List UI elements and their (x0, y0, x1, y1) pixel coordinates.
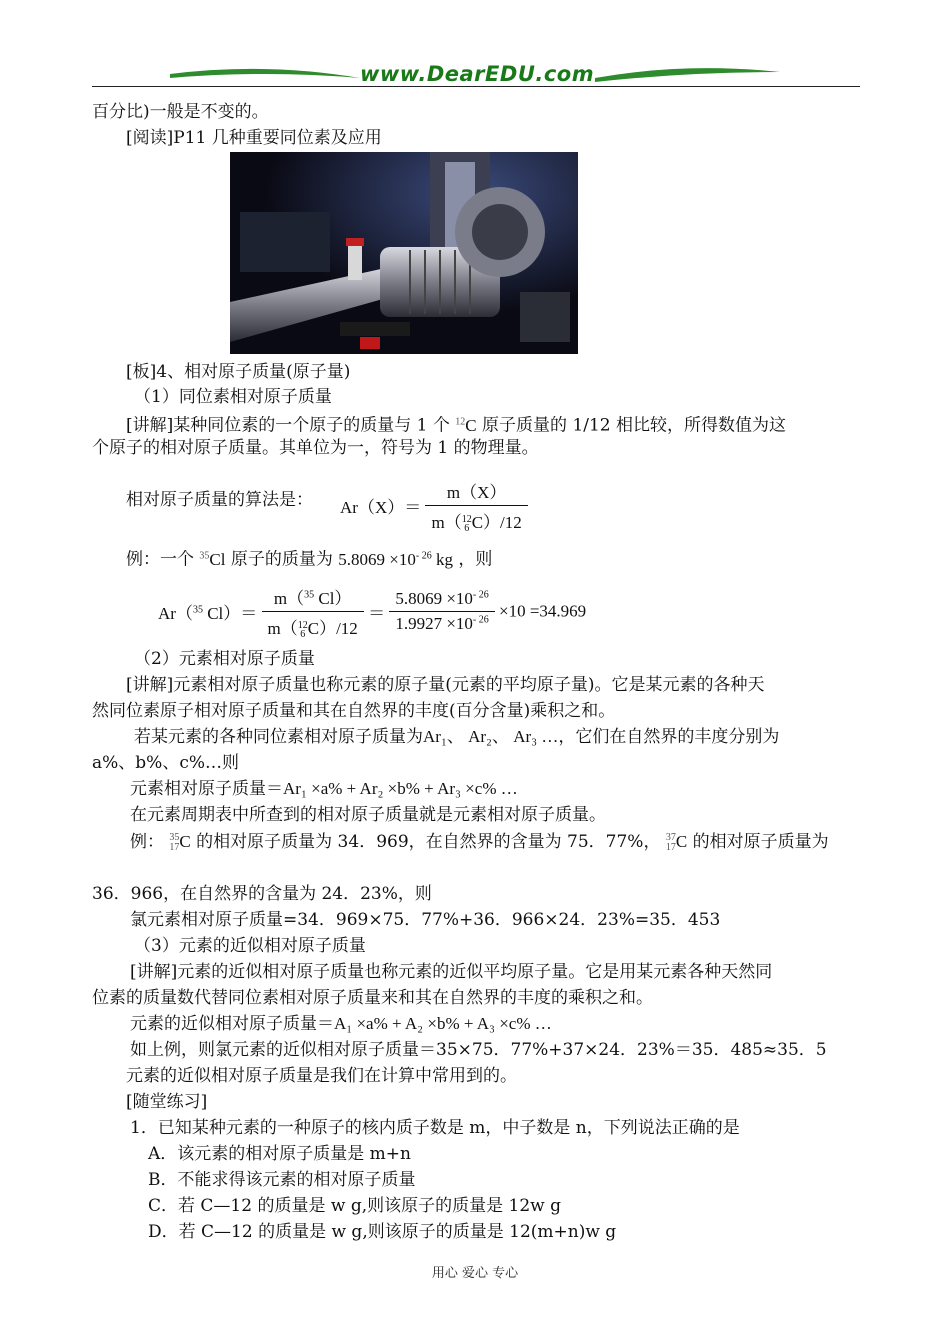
text-line: 相对原子质量的算法是： (126, 490, 313, 510)
text-line: [讲解]某种同位素的一个原子的质量与 1 个 $^{12}$C 原子质量的 1/12 相比较，所得数值为这 (126, 415, 787, 436)
text-line: 氯元素相对原子质量=34．969×75．77%+36．966×24．23%=35．453 (130, 910, 721, 930)
reading-heading: [阅读]P11 几种重要同位素及应用 (126, 128, 382, 148)
page-footer: 用心 爱心 专心 (431, 1266, 519, 1281)
text-line: 个原子的相对原子质量。其单位为一，符号为 1 的物理量。 (92, 438, 539, 458)
option-d[interactable]: D．若 C—12 的质量是 w g,则该原子的质量是 12(m+n)w g (148, 1222, 617, 1242)
subheading-1: （1）同位素相对原子质量 (134, 387, 332, 407)
header-swoosh-right (595, 64, 780, 86)
header-swoosh-left (170, 64, 360, 86)
formula-ar: Ar（X）＝ m（X） m（12 6 C）/12 (340, 478, 528, 533)
site-url[interactable]: www.DearEDU.com (360, 62, 595, 86)
subheading-2: （2）元素相对原子质量 (134, 649, 315, 669)
text-line: 元素的近似相对原子质量＝A₁ ×a% + A₂ ×b% + A₃ ×c% … (130, 1014, 552, 1034)
text-line: 元素相对原子质量＝Ar₁ ×a% + Ar₂ ×b% + Ar₃ ×c% … (130, 779, 518, 799)
text-line: 在元素周期表中所查到的相对原子质量就是元素相对原子质量。 (130, 805, 606, 825)
text-line: [讲解]元素相对原子质量也称元素的原子量(元素的平均原子量)。它是某元素的各种天 (126, 675, 765, 695)
equipment-photo (230, 152, 578, 354)
text-line: 若某元素的各种同位素相对原子质量为Ar₁、 Ar₂、 Ar₃ …，它们在自然界的丰度分别为 (134, 727, 780, 747)
formula-cl-example: Ar（$^{35}$ Cl）＝ m（$^{35}$ Cl） m（12 6 C）/12 ＝ $\frac{5.8069 \times 10^{- 26}}{1.9927 \times 10^{- 26}}$ ×10 =34.969 (158, 584, 586, 639)
practice-heading: [随堂练习] (126, 1092, 208, 1112)
text-line: 元素的近似相对原子质量是我们在计算中常用到的。 (126, 1066, 517, 1086)
subheading-3: （3）元素的近似相对原子质量 (134, 936, 366, 956)
option-a[interactable]: A．该元素的相对原子质量是 m+n (148, 1144, 411, 1164)
text-line: 例： 35 17C 的相对原子质量为 34．969，在自然界的含量为 75．77%， 37 17C 的相对原子质量为 (130, 832, 829, 854)
text-line: [讲解]元素的近似相对原子质量也称元素的近似平均原子量。它是用某元素各种天然同 (130, 962, 773, 982)
text-line: 百分比)一般是不变的。 (92, 102, 269, 122)
text-line: 例：一个 $^{35}$Cl 原子的质量为 $5.8069 \times 10^{- 26}$ kg ，则 (126, 549, 493, 570)
section-heading-4: [板]4、相对原子质量(原子量) (126, 362, 351, 382)
question-1: 1．已知某种元素的一种原子的核内质子数是 m，中子数是 n，下列说法正确的是 (130, 1118, 740, 1138)
text-line: 位素的质量数代替同位素相对原子质量来和其在自然界的丰度的乘积之和。 (92, 988, 653, 1008)
header-rule (92, 86, 860, 87)
text-line: 如上例，则氯元素的近似相对原子质量＝35×75．77%+37×24．23%＝35．485≈35．5 (130, 1040, 827, 1060)
option-c[interactable]: C．若 C—12 的质量是 w g,则该原子的质量是 12w g (148, 1196, 561, 1216)
option-b[interactable]: B．不能求得该元素的相对原子质量 (148, 1170, 416, 1190)
text-line: 36．966，在自然界的含量为 24．23%，则 (92, 884, 432, 904)
text-line: a%、b%、c%…则 (92, 753, 239, 773)
text-line: 然同位素原子相对原子质量和其在自然界的丰度(百分含量)乘积之和。 (92, 701, 616, 721)
